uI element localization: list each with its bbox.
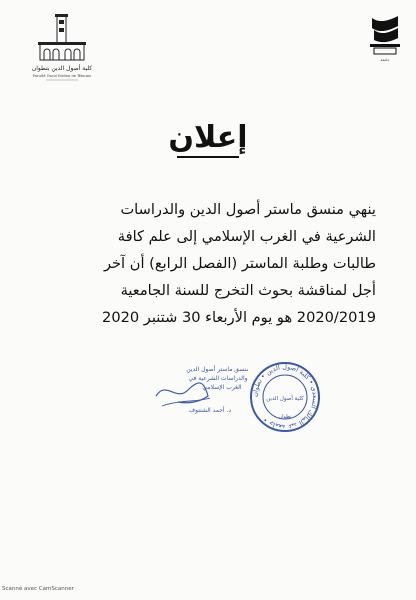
svg-text:منسق ماستر أصول الدين: منسق ماستر أصول الدين [186, 366, 248, 373]
body-line-4: أجل لمناقشة بحوث التخرج للسنة الجامعية [120, 282, 376, 299]
scanner-footer: Scanné avec CamScanner [2, 586, 74, 592]
svg-text:الغرب الإسلامي: الغرب الإسلامي [202, 384, 242, 391]
coordinator-stamp [148, 362, 248, 418]
svg-text:د. أحمد الشنتوف: د. أحمد الشنتوف [188, 407, 232, 414]
svg-text:والدراسات الشرعية في: والدراسات الشرعية في [188, 375, 248, 382]
university-logo [368, 14, 402, 64]
notice-title: إعلان [168, 120, 248, 155]
svg-text:كلية أصول الدين بتطوان: كلية أصول الدين بتطوان [31, 65, 93, 72]
notice-body [40, 196, 376, 331]
body-line-5: 2020/2019 هو يوم الأربعاء 30 شتنبر 2020 [102, 309, 376, 326]
svg-text:Faculté Osoul Eddine de Tétoua: Faculté Osoul Eddine de Tétouan [32, 74, 92, 78]
body-line-1: ينهي منسق ماستر أصول الدين والدراسات [120, 201, 376, 218]
svg-text:تطوان: تطوان [278, 414, 292, 420]
body-line-2: الشرعية في الغرب الإسلامي إلى علم كافة [117, 228, 376, 245]
round-stamp [248, 360, 322, 434]
svg-text:كلية أصول الدين: كلية أصول الدين [266, 396, 304, 402]
svg-text:جامعة عبد المالك السعدي • كلية: جامعة عبد المالك السعدي • كلية أصول الدين • تطوان • [250, 362, 320, 432]
title-underline [177, 156, 239, 158]
body-line-3: طالبات وطلبة الماستر (الفصل الرابع) أن آخر [103, 255, 376, 272]
faculty-logo [30, 14, 94, 84]
svg-text:جامعة: جامعة [380, 58, 390, 62]
